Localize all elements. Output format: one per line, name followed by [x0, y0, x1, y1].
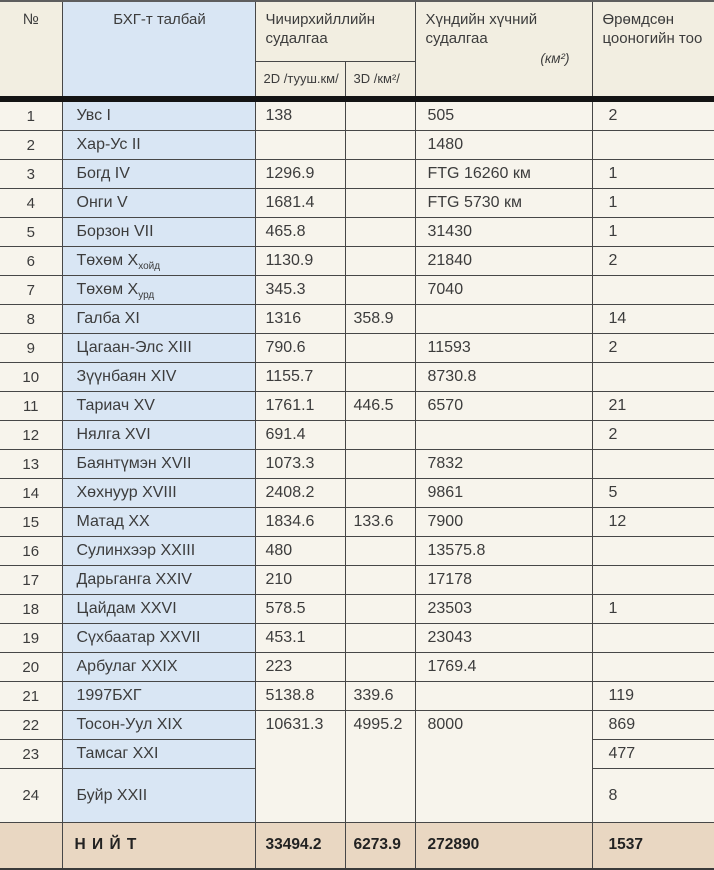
wells-count-cell: 2: [592, 334, 714, 363]
seismic-2d-cell: 578.5: [255, 595, 345, 624]
seismic-3d-cell: [345, 537, 415, 566]
row-number-cell: 9: [0, 334, 62, 363]
area-name-cell: Төхөм $Х_{хойд}$: [62, 247, 255, 276]
gravity-cell: 11593: [415, 334, 592, 363]
wells-count-cell: [592, 566, 714, 595]
table-row: [0, 450, 714, 479]
total-seismic-2d: 33494.2: [255, 823, 345, 869]
area-name-cell: Онги V: [62, 189, 255, 218]
seismic-3d-cell: [345, 653, 415, 682]
area-name-cell: Хөхнуур XVIII: [62, 479, 255, 508]
header-seismic-2d: 2D /тууш.км/: [255, 61, 345, 99]
seismic-2d-cell: 691.4: [255, 421, 345, 450]
row-number-cell: 6: [0, 247, 62, 276]
seismic-2d-cell: 1073.3: [255, 450, 345, 479]
row-number-cell: 4: [0, 189, 62, 218]
gravity-cell: FTG 5730 км: [415, 189, 592, 218]
table-row: [0, 624, 714, 653]
seismic-3d-cell: [345, 218, 415, 247]
area-name-cell: Матад XX: [62, 508, 255, 537]
seismic-3d-cell: 339.6: [345, 682, 415, 711]
area-name-cell: Хар-Ус II: [62, 131, 255, 160]
area-name-cell: Тариач XV: [62, 392, 255, 421]
header-area: БХГ-т талбай: [62, 1, 255, 99]
area-name-cell: Дарьганга XXIV: [62, 566, 255, 595]
seismic-3d-cell: 133.6: [345, 508, 415, 537]
wells-count-cell: 1: [592, 595, 714, 624]
seismic-2d-cell: 1296.9: [255, 160, 345, 189]
seismic-3d-cell: [345, 99, 415, 131]
seismic-3d-cell: [345, 247, 415, 276]
seismic-2d-cell: 2408.2: [255, 479, 345, 508]
area-name-cell: Зүүнбаян XIV: [62, 363, 255, 392]
seismic-2d-cell: 1761.1: [255, 392, 345, 421]
area-name-subscript: урд: [138, 290, 155, 302]
header-gravity: [415, 1, 592, 99]
row-number-cell: 2: [0, 131, 62, 160]
gravity-cell: 23503: [415, 595, 592, 624]
area-name-cell: Сулинхээр XXIII: [62, 537, 255, 566]
gravity-cell: 505: [415, 99, 592, 131]
area-name-cell: Буйр XXII: [62, 769, 255, 823]
area-name-cell: Тамсаг XXI: [62, 740, 255, 769]
wells-count-cell: [592, 653, 714, 682]
wells-count-cell: 119: [592, 682, 714, 711]
seismic-3d-cell: [345, 450, 415, 479]
gravity-cell: 7832: [415, 450, 592, 479]
area-name-cell: Сүхбаатар XXVII: [62, 624, 255, 653]
table-row: [0, 189, 714, 218]
row-number-cell: 16: [0, 537, 62, 566]
area-name-cell: Богд IV: [62, 160, 255, 189]
wells-count-cell: 1: [592, 189, 714, 218]
row-number-cell: 22: [0, 711, 62, 740]
table-row: [0, 218, 714, 247]
area-name-subscript: хойд: [138, 261, 161, 273]
seismic-3d-cell: [345, 363, 415, 392]
table-row: [0, 508, 714, 537]
seismic-3d-cell: [345, 624, 415, 653]
row-number-cell: 1: [0, 99, 62, 131]
seismic-2d-cell: 1681.4: [255, 189, 345, 218]
seismic-3d-cell: [345, 595, 415, 624]
row-number-cell: 13: [0, 450, 62, 479]
table-row: [0, 99, 714, 131]
seismic-2d-cell: 223: [255, 653, 345, 682]
table-row: [0, 334, 714, 363]
wells-count-cell: 1: [592, 160, 714, 189]
seismic-2d-cell: 138: [255, 99, 345, 131]
table-row: [0, 595, 714, 624]
gravity-cell: 17178: [415, 566, 592, 595]
seismic-3d-cell: [345, 334, 415, 363]
table-row: [0, 160, 714, 189]
seismic-3d-cell: [345, 160, 415, 189]
row-number-cell: 14: [0, 479, 62, 508]
wells-count-cell: [592, 624, 714, 653]
gravity-cell: 7040: [415, 276, 592, 305]
header-gravity-unit: (км²): [540, 50, 570, 66]
gravity-cell: [415, 682, 592, 711]
table-row: [0, 247, 714, 276]
table-row: [0, 479, 714, 508]
gravity-cell: [415, 305, 592, 334]
gravity-cell: FTG 16260 км: [415, 160, 592, 189]
seismic-3d-cell: [345, 421, 415, 450]
row-number-cell: 17: [0, 566, 62, 595]
table-row: [0, 131, 714, 160]
seismic-2d-cell: 465.8: [255, 218, 345, 247]
wells-count-cell: [592, 450, 714, 479]
seismic-3d-cell: [345, 276, 415, 305]
seismic-2d-cell: 1316: [255, 305, 345, 334]
gravity-cell: 8000: [415, 711, 592, 823]
gravity-cell: 1769.4: [415, 653, 592, 682]
area-name-cell: Увс I: [62, 99, 255, 131]
table-row: [0, 363, 714, 392]
row-number-cell: 24: [0, 769, 62, 823]
area-name-cell: Нялга XVI: [62, 421, 255, 450]
row-number-cell: 18: [0, 595, 62, 624]
wells-count-cell: 8: [592, 769, 714, 823]
total-label: Н И Й Т: [62, 823, 255, 869]
seismic-3d-cell: [345, 479, 415, 508]
total-wells: 1537: [592, 823, 714, 869]
gravity-cell: [415, 421, 592, 450]
gravity-cell: 7900: [415, 508, 592, 537]
seismic-2d-cell: 5138.8: [255, 682, 345, 711]
gravity-cell: 6570: [415, 392, 592, 421]
seismic-2d-cell: 480: [255, 537, 345, 566]
seismic-2d-cell: [255, 131, 345, 160]
row-number-cell: 5: [0, 218, 62, 247]
area-name-cell: 1997БХГ: [62, 682, 255, 711]
seismic-2d-cell: 790.6: [255, 334, 345, 363]
seismic-3d-cell: 358.9: [345, 305, 415, 334]
seismic-2d-cell: 210: [255, 566, 345, 595]
seismic-2d-cell: 1155.7: [255, 363, 345, 392]
area-name-cell: Галба XI: [62, 305, 255, 334]
wells-count-cell: [592, 276, 714, 305]
gravity-cell: 1480: [415, 131, 592, 160]
gravity-cell: 21840: [415, 247, 592, 276]
seismic-2d-cell: 1834.6: [255, 508, 345, 537]
wells-count-cell: 14: [592, 305, 714, 334]
gravity-cell: 13575.8: [415, 537, 592, 566]
row-number-cell: 23: [0, 740, 62, 769]
gravity-cell: 9861: [415, 479, 592, 508]
table-row: [0, 653, 714, 682]
wells-count-cell: 869: [592, 711, 714, 740]
table-footer: [0, 823, 714, 869]
area-name-cell: Тосон-Уул XIX: [62, 711, 255, 740]
header-gravity-label: Хүндийн хүчний судалгаа: [425, 11, 538, 47]
header-seismic: Чичирхийллийн судалгаа: [255, 1, 415, 61]
table-body: [0, 99, 714, 823]
area-name-cell: Арбулаг XXIX: [62, 653, 255, 682]
wells-count-cell: 477: [592, 740, 714, 769]
header-no: №: [0, 1, 62, 99]
wells-count-cell: 12: [592, 508, 714, 537]
row-number-cell: 7: [0, 276, 62, 305]
wells-count-cell: 2: [592, 421, 714, 450]
row-number-cell: 15: [0, 508, 62, 537]
wells-count-cell: [592, 537, 714, 566]
seismic-3d-cell: 446.5: [345, 392, 415, 421]
row-number-cell: 8: [0, 305, 62, 334]
seismic-3d-cell: [345, 131, 415, 160]
row-number-cell: 12: [0, 421, 62, 450]
table-row: [0, 711, 714, 740]
wells-count-cell: 1: [592, 218, 714, 247]
seismic-2d-cell: 345.3: [255, 276, 345, 305]
seismic-2d-cell: 1130.9: [255, 247, 345, 276]
area-name-cell: Борзон VII: [62, 218, 255, 247]
wells-count-cell: 2: [592, 247, 714, 276]
total-gravity: 272890: [415, 823, 592, 869]
area-name-cell: Баянтүмэн XVII: [62, 450, 255, 479]
seismic-3d-cell: [345, 189, 415, 218]
wells-count-cell: [592, 131, 714, 160]
area-name-cell: Цайдам XXVI: [62, 595, 255, 624]
row-number-cell: 20: [0, 653, 62, 682]
row-number-cell: 11: [0, 392, 62, 421]
table-header: [0, 1, 714, 99]
total-row: [0, 823, 714, 869]
header-seismic-3d: 3D /км²/: [345, 61, 415, 99]
seismic-2d-cell: 453.1: [255, 624, 345, 653]
area-name-cell: Төхөм $Х_{урд}$: [62, 276, 255, 305]
table-row: [0, 566, 714, 595]
table-row: [0, 392, 714, 421]
wells-count-cell: [592, 363, 714, 392]
gravity-cell: 31430: [415, 218, 592, 247]
table-row: [0, 305, 714, 334]
seismic-2d-cell: 10631.3: [255, 711, 345, 823]
total-no-cell: [0, 823, 62, 869]
header-wells: Өрөмдсөн цооногийн тоо: [592, 1, 714, 99]
area-name-cell: Цагаан-Элс XIII: [62, 334, 255, 363]
header-row-main: [0, 1, 714, 61]
seismic-3d-cell: [345, 566, 415, 595]
table-row: [0, 421, 714, 450]
table-row: [0, 682, 714, 711]
seismic-3d-cell: 4995.2: [345, 711, 415, 823]
wells-count-cell: 5: [592, 479, 714, 508]
row-number-cell: 3: [0, 160, 62, 189]
total-seismic-3d: 6273.9: [345, 823, 415, 869]
gravity-cell: 23043: [415, 624, 592, 653]
wells-count-cell: 21: [592, 392, 714, 421]
table-row: [0, 537, 714, 566]
wells-count-cell: 2: [592, 99, 714, 131]
row-number-cell: 10: [0, 363, 62, 392]
row-number-cell: 19: [0, 624, 62, 653]
table-row: [0, 276, 714, 305]
row-number-cell: 21: [0, 682, 62, 711]
gravity-cell: 8730.8: [415, 363, 592, 392]
